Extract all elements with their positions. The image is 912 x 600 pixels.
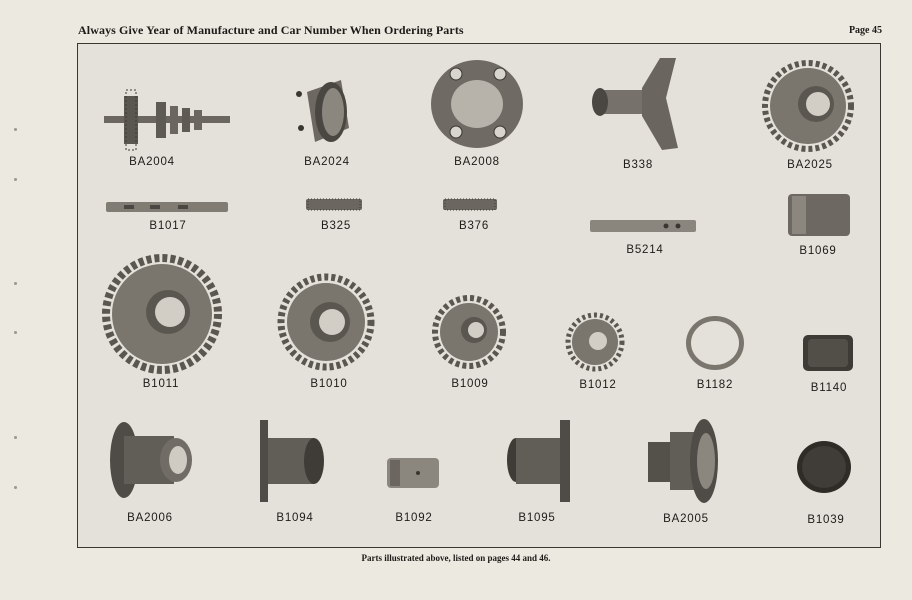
part-label: B1011 — [142, 378, 180, 390]
gear-icon — [566, 314, 624, 370]
disc-icon — [796, 440, 852, 494]
part-label: BA2025 — [787, 159, 833, 171]
binder-hole — [14, 128, 17, 131]
part-label: BA2004 — [129, 156, 175, 168]
gear-icon — [104, 256, 220, 372]
hub-icon — [644, 416, 722, 506]
part-label: BA2006 — [127, 512, 173, 524]
binder-hole — [14, 178, 17, 181]
page-number: Page 45 — [848, 25, 882, 36]
gear-cluster-icon — [104, 88, 232, 152]
housing-icon — [293, 72, 355, 150]
part-label: B5214 — [626, 244, 664, 256]
part-label: B1010 — [310, 378, 348, 390]
figure-caption: Parts illustrated above, listed on pages 44 and 46. — [361, 553, 551, 563]
part-label: B1182 — [696, 379, 734, 391]
part-label: B1009 — [451, 378, 489, 390]
part-label: B1012 — [579, 379, 617, 391]
part-label: BA2005 — [663, 513, 709, 525]
part-label: B1095 — [518, 512, 556, 524]
gear-icon — [764, 62, 852, 150]
binder-hole — [14, 331, 17, 334]
bushing-icon — [786, 192, 852, 238]
sleeve-icon — [386, 456, 440, 492]
part-label: B1017 — [149, 220, 187, 232]
page-header: Always Give Year of Manufacture and Car Number When Ordering Parts — [78, 23, 464, 37]
hub-icon — [504, 418, 576, 506]
shaft-icon — [106, 200, 230, 214]
part-label: B1092 — [395, 512, 433, 524]
gear-icon — [280, 276, 372, 368]
part-label: B1094 — [276, 512, 314, 524]
binder-hole — [14, 282, 17, 285]
hub-icon — [106, 418, 194, 504]
bearing-carrier-icon — [430, 58, 524, 150]
yoke-icon — [590, 58, 686, 152]
binder-hole — [14, 486, 17, 489]
pad-icon — [802, 334, 854, 372]
pin-icon — [590, 218, 698, 236]
part-label: B376 — [458, 220, 490, 232]
part-label: BA2024 — [304, 156, 350, 168]
hub-icon — [258, 418, 326, 506]
part-label: B1039 — [807, 514, 845, 526]
stud-icon — [443, 198, 499, 212]
binder-hole — [14, 436, 17, 439]
part-label: BA2008 — [454, 156, 500, 168]
gear-icon — [434, 296, 504, 368]
part-label: B325 — [320, 220, 352, 232]
part-label: B1069 — [799, 245, 837, 257]
ring-icon — [684, 314, 746, 372]
part-label: B1140 — [810, 382, 848, 394]
stud-icon — [306, 198, 364, 212]
part-label: B338 — [622, 159, 654, 171]
